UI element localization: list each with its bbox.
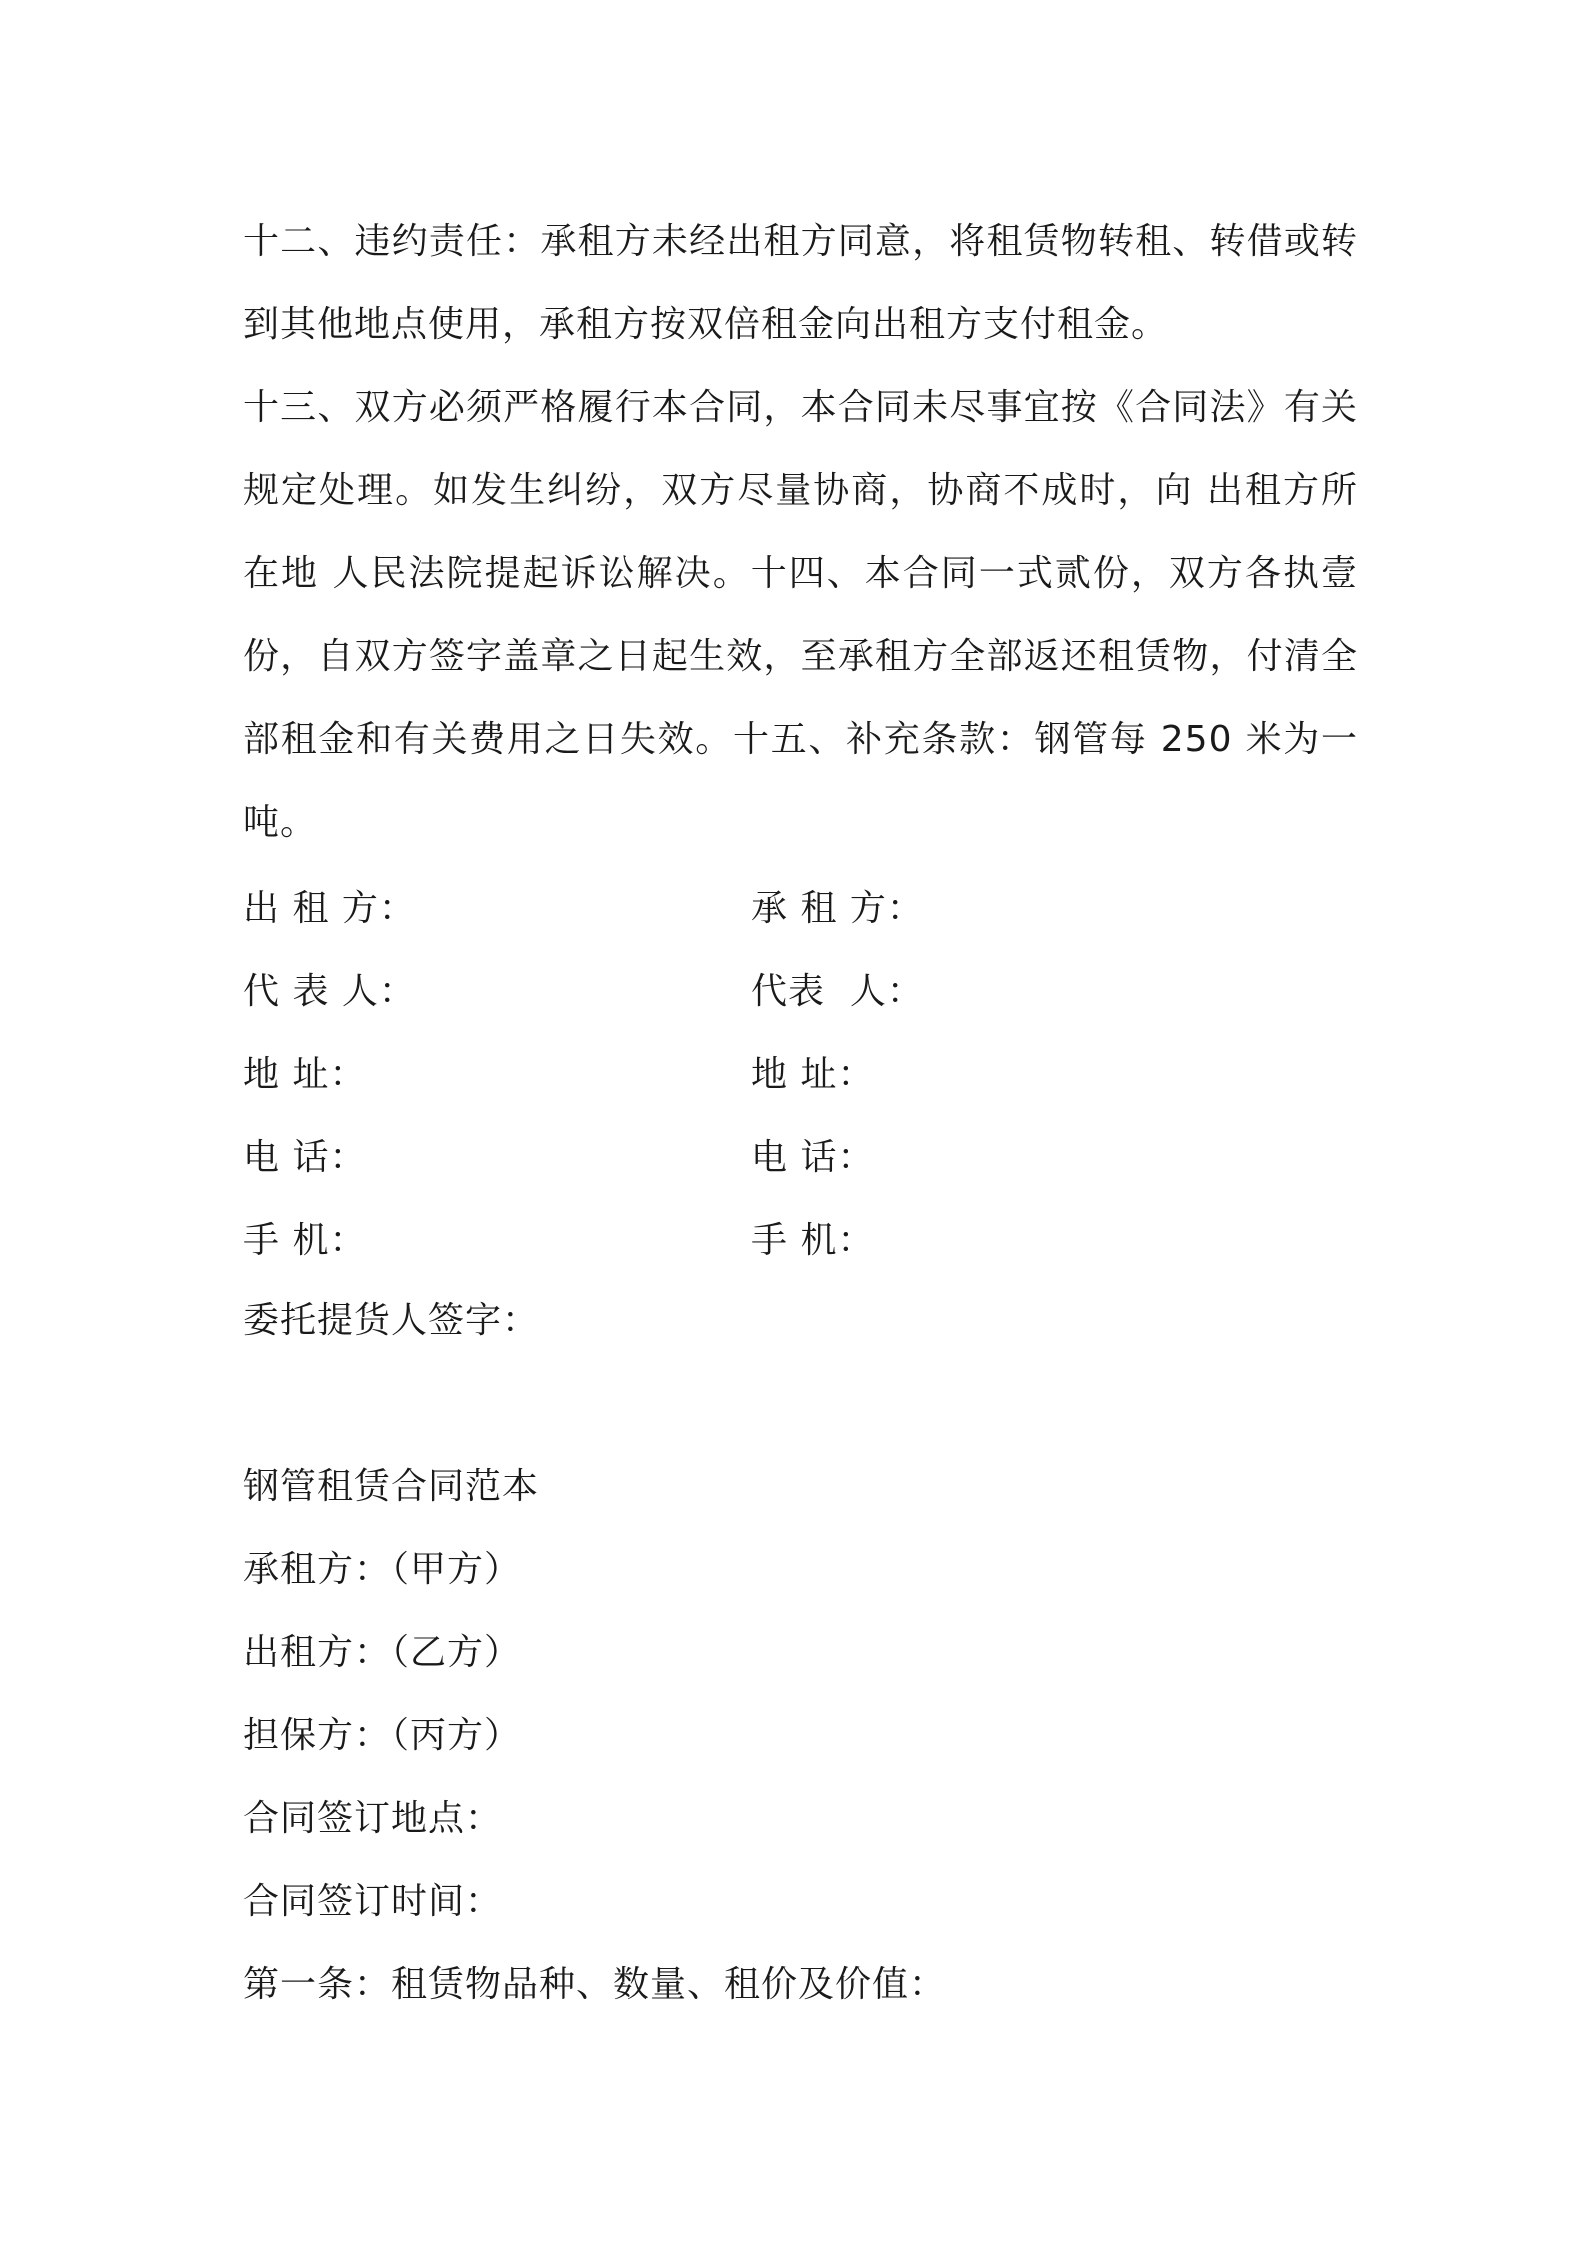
- template-guarantor-line: 担保方：（丙方）: [243, 1715, 522, 1756]
- lessee-phone-label: 电 话：: [751, 1137, 875, 1178]
- lessor-label: 出 租 方：: [243, 888, 416, 929]
- delegate-signature-label: 委托提货人签字：: [243, 1300, 540, 1341]
- lessor-mobile-label: 手 机：: [243, 1220, 367, 1261]
- document-content: [243, 200, 1358, 2026]
- signature-row: [243, 864, 1358, 947]
- clause-12-paragraph: 十二、违约责任：承租方未经出租方同意，将租赁物转租、转借或转到其他地点使用，承租方按双倍租金向出租方支付租金。: [243, 221, 1358, 345]
- template-lessee-line: 承租方：（甲方）: [243, 1549, 522, 1590]
- lessee-address-label: 地 址：: [751, 1054, 875, 1095]
- lessor-representative-label: 代 表 人：: [243, 971, 416, 1012]
- lessee-mobile-label: 手 机：: [751, 1220, 875, 1261]
- lessor-phone-label: 电 话：: [243, 1137, 367, 1178]
- lessee-label: 承 租 方：: [751, 888, 924, 929]
- template-title: 钢管租赁合同范本: [243, 1466, 540, 1507]
- section-spacer: [243, 1362, 1358, 1445]
- template-place-line: 合同签订地点：: [243, 1798, 503, 1839]
- lessee-representative-label: 代表 人：: [751, 971, 924, 1012]
- signature-block: [243, 864, 1358, 1362]
- template-time-line: 合同签订时间：: [243, 1881, 503, 1922]
- signature-row: [243, 1113, 1358, 1196]
- template-article-1-line: 第一条：租赁物品种、数量、租价及价值：: [243, 1964, 947, 2005]
- lessor-address-label: 地 址：: [243, 1054, 367, 1095]
- clause-13-15-paragraph: 十三、双方必须严格履行本合同，本合同未尽事宜按《合同法》有关规定处理。如发生纠纷，双方尽量协商，协商不成时，向 出租方所在地 人民法院提起诉讼解决。十四、本合同一式贰份，双方各执壹份，自双方签字盖章之日起生效，至承租方全部返还租赁物，付清全部租金和有关费用之日失效。十五、补充条款：钢管每 250 米为一吨。: [243, 387, 1358, 843]
- template-lessor-line: 出租方：（乙方）: [243, 1632, 522, 1673]
- signature-row: [243, 1030, 1358, 1113]
- signature-row: [243, 947, 1358, 1030]
- signature-row: [243, 1196, 1358, 1279]
